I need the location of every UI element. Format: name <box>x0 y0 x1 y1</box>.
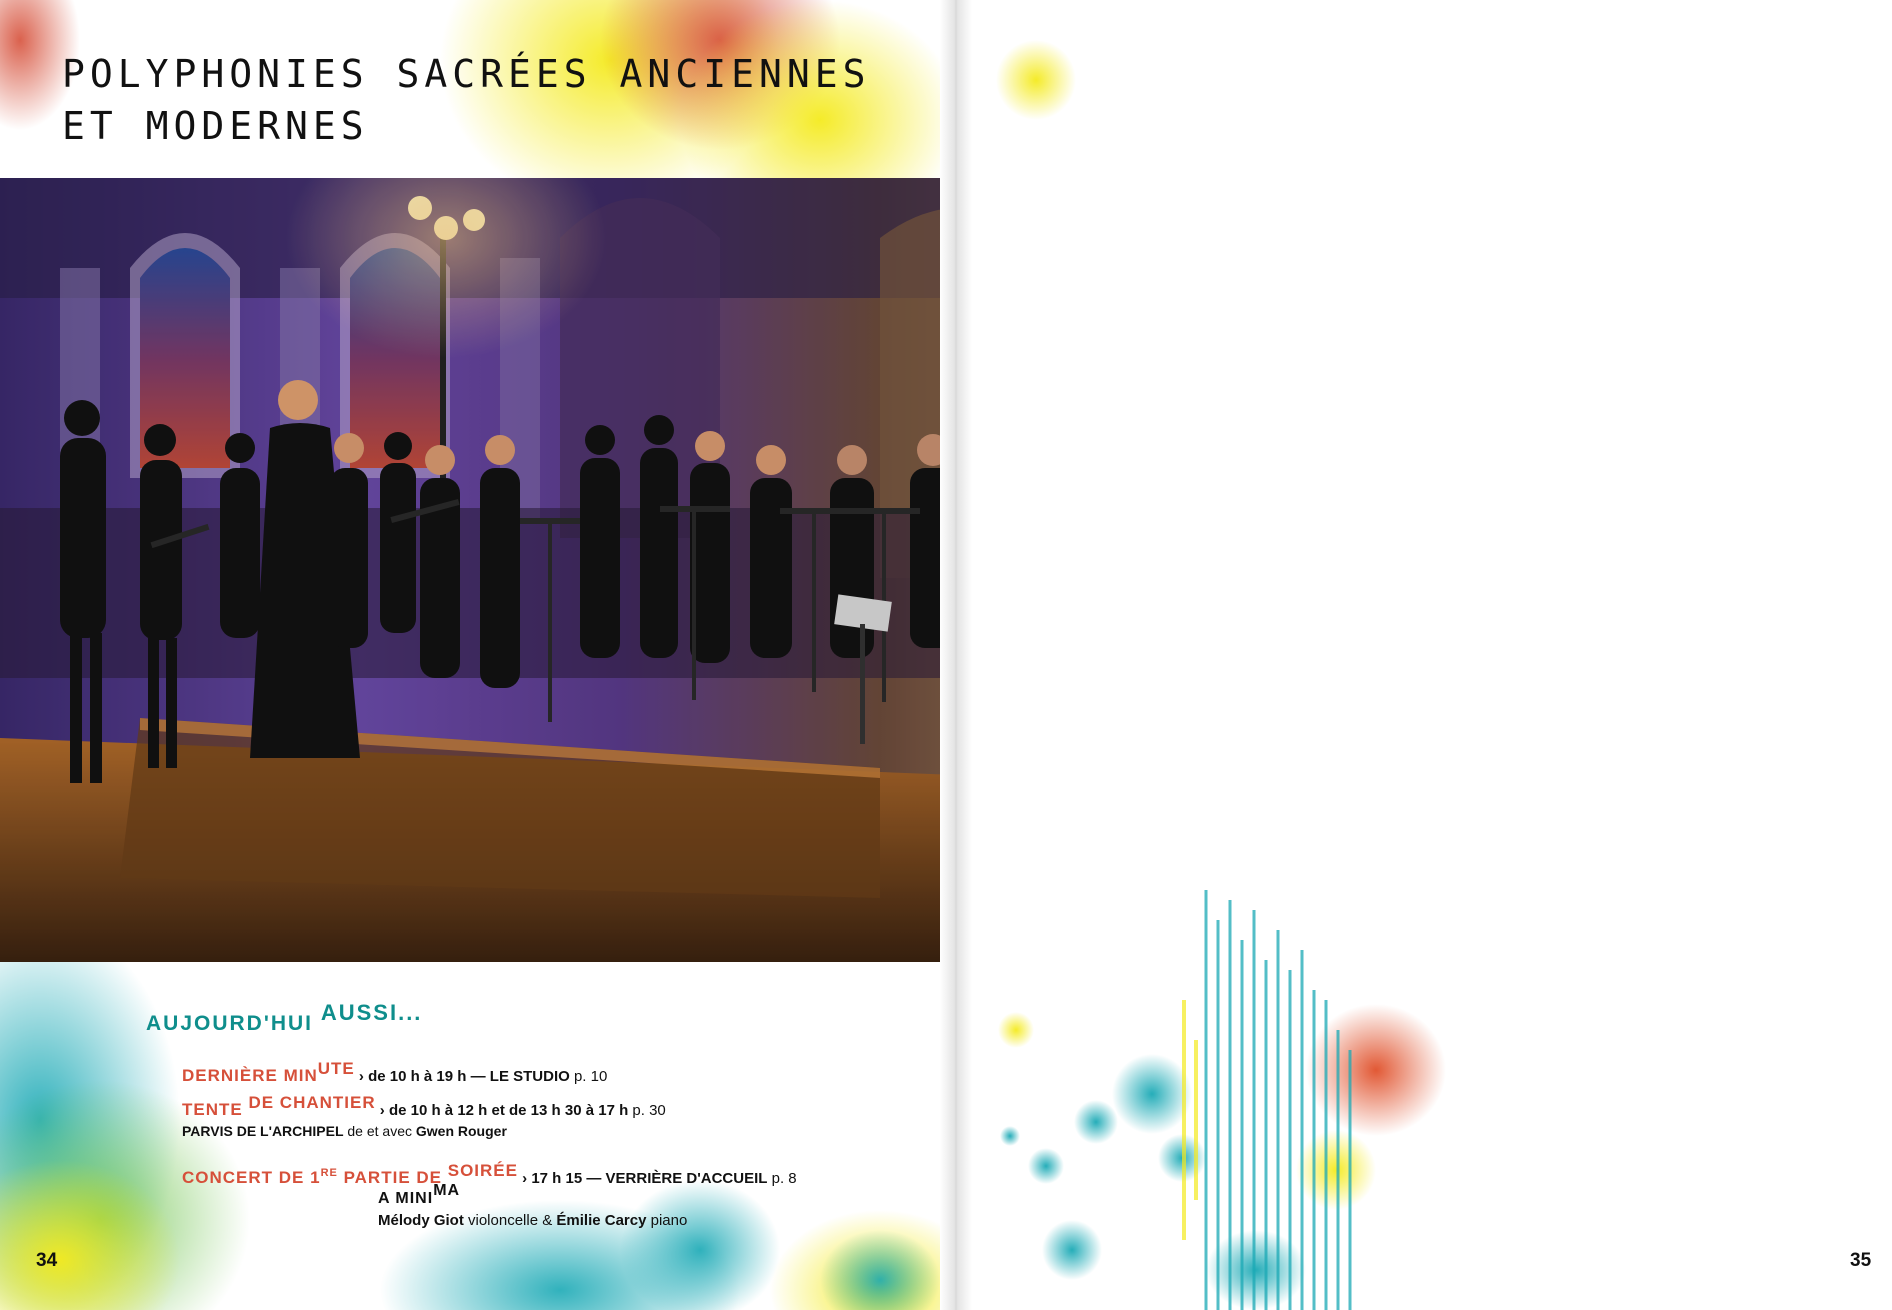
event-details: › de 10 h à 12 h et de 13 h 30 à 17 h <box>375 1102 629 1119</box>
aussi-heading-part1: AUJOURD'HUI <box>146 1012 321 1035</box>
event-venue-suffix: de et avec <box>343 1123 416 1139</box>
event-details: › de 10 h à 19 h — LE STUDIO <box>354 1068 570 1085</box>
event-title-part1: TENTE <box>182 1100 249 1119</box>
event-concert-premiere-partie <box>182 1161 797 1229</box>
event-derniere-minute <box>182 1059 608 1086</box>
event-performer1: Mélody Giot <box>378 1212 464 1229</box>
event-role1: violoncelle & <box>463 1212 557 1229</box>
event-subtitle-part1: A MINI <box>378 1190 434 1207</box>
event-title-part1: CONCERT DE 1 <box>182 1168 321 1187</box>
event-subtitle-part2: MA <box>433 1182 461 1199</box>
event-title <box>182 1161 518 1187</box>
page-gutter <box>940 0 972 1310</box>
choir-in-church-image <box>0 178 956 962</box>
event-performers <box>378 1212 797 1229</box>
event-title-part2: UTE <box>317 1059 355 1078</box>
event-page-ref: p. 30 <box>628 1102 666 1119</box>
event-details: › 17 h 15 — VERRIÈRE D'ACCUEIL <box>517 1170 768 1187</box>
aussi-heading <box>146 1000 423 1036</box>
event-tente-de-chantier <box>182 1093 666 1139</box>
series-title <box>62 48 870 152</box>
event-title-part2: DE CHANTIER <box>248 1093 376 1112</box>
event-title-part2: PARTIE DE <box>337 1168 448 1187</box>
event-title-part3: SOIRÉE <box>447 1161 518 1180</box>
event-subtitle <box>378 1182 797 1208</box>
series-title-line2: ET MODERNES <box>62 104 369 148</box>
event-performer2: Émilie Carcy <box>556 1212 647 1229</box>
page-number-right: 35 <box>1850 1250 1872 1271</box>
event-title-sup: RE <box>320 1167 338 1179</box>
series-title-line1: POLYPHONIES SACRÉES ANCIENNES <box>62 52 871 96</box>
page-number-left: 34 <box>36 1250 58 1271</box>
event-title-part1: DERNIÈRE MIN <box>182 1066 318 1085</box>
event-role2: piano <box>646 1212 688 1229</box>
decorative-dots-right <box>956 0 1892 1310</box>
aussi-heading-part2: AUSSI... <box>320 1000 423 1025</box>
concert-photo <box>0 178 956 962</box>
event-venue-person: Gwen Rouger <box>415 1123 507 1139</box>
event-venue-line <box>182 1123 666 1139</box>
event-page-ref: p. 8 <box>767 1170 797 1187</box>
event-page-ref: p. 10 <box>569 1068 608 1085</box>
right-page <box>956 0 1892 1310</box>
event-venue: PARVIS DE L'ARCHIPEL <box>182 1123 344 1139</box>
